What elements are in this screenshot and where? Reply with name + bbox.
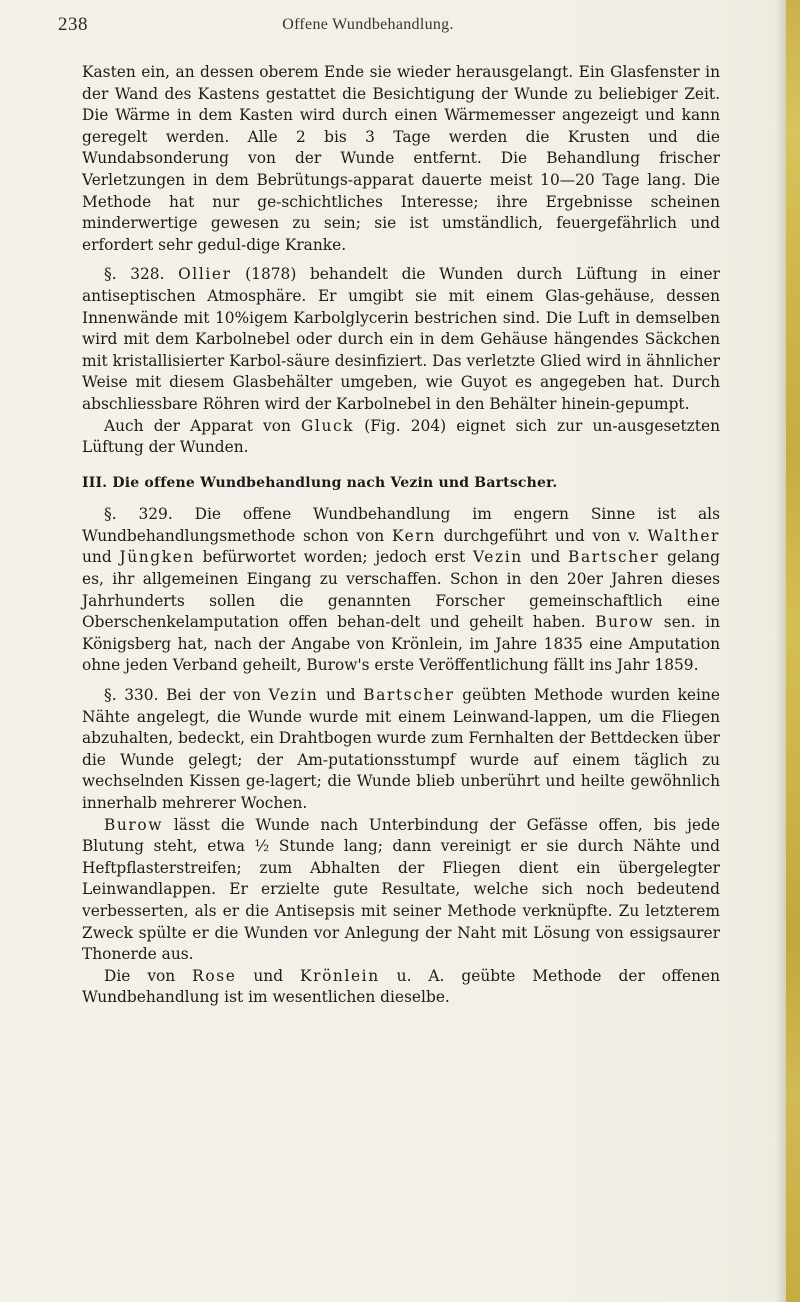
paragraph-text: sen. in Königsberg hat, nach der Angabe von Krönlein, im Jahre 1835 eine Amputation ohne jeden Verband geheilt, Burow's erste Veröffentlichung fällt ins Jahr 1859. [82,613,720,675]
author-name: Krönlein [300,966,380,985]
paragraph-text: Auch der Apparat von [104,416,302,435]
paragraph-text: und [318,686,364,705]
author-name: Kern [391,526,436,545]
author-name: Jüngken [119,548,195,567]
paragraph-329 [82,504,720,677]
paragraph-text: befürwortet worden; jedoch erst [194,548,473,567]
author-name: Bartscher [568,548,660,567]
paragraph-330 [82,685,720,815]
author-name: Burow [595,613,655,632]
paragraph-328 [82,264,720,415]
paragraph-text: u. A. geübte Methode der offenen Wundbehandlung ist im wesentlichen dieselbe. [82,966,721,1007]
author-name: Vezin [473,548,523,567]
paragraph-text: und [522,548,569,567]
section-heading: III. Die offene Wundbehandlung nach Vezin und Bartscher. [82,474,558,491]
paragraph-text: und [236,966,301,985]
page-edge-shadow [776,0,786,1302]
paragraph-text: gelang es, ihr allgemeinen Eingang zu verschaffen. Schon in den 20er Jahren dieses Jahrhunderts sollen die genannten Forscher gemeinschaftlich eine Oberschenkelamputation offen behan-delt und geheilt haben. [82,548,720,632]
section-number: §. 328. [104,265,179,284]
paragraph-text: §. 329. Die offene Wundbehandlung im engern Sinne ist als Wundbehandlungsmethode schon von [82,505,720,545]
paragraph-text: und [82,548,120,567]
author-name: Burow [104,815,164,834]
paragraph-text: geübten Methode wurden keine Nähte angelegt, die Wunde wurde mit einem Leinwand-lappen, um die Fliegen abzuhalten, bedeckt, ein Drahtbogen wurde zum Fernhalten der Bettdecken über die Wunde gelegt; der Am-putationsstumpf wurde auf einem täglich zu wechselnden Kissen ge-lagert; die Wunde blieb unberührt und heilte gewöhnlich innerhalb mehrerer Wochen. [82,686,720,812]
paragraph-text: (1878) behandelt die Wunden durch Lüftung in einer antiseptischen Atmosphäre. Er umgibt sie mit einem Glas-gehäuse, dessen Innenwände mit 10%igem Karbolglycerin bestrichen sind. Die Luft in demselben wird mit dem Karbolnebel oder durch ein in dem Gehäuse hängendes Säckchen mit kristallisierter Karbol-säure desinfiziert. Das verletzte Glied wird in ähnlicher Weise mit diesem Glasbehälter umgeben, wie Guyot es angegeben hat. Durch abschliessbare Röhren wird der Karbolnebel in den Behälter hinein-gepumpt. [82,265,721,413]
author-name: Bartscher [363,686,455,705]
author-name: Gluck [301,416,355,435]
author-name: Vezin [268,686,319,705]
paragraph-text: Die von [104,966,193,985]
paragraph-330-final [82,966,720,1009]
page-body [82,62,720,1009]
author-name: Ollier [178,265,232,284]
paragraph-text: durchgeführt und von v. [435,526,648,545]
paragraph-text: lässt die Wunde nach Unterbindung der Gefässe offen, bis jede Blutung steht, etwa ½ Stunde lang; dann vereinigt er sie durch Nähte und Heftpflasterstreifen; zum Abhalten der Fliegen dient ein übergelegter Leinwandlappen. Er erzielte gute Resultate, welche sich noch bedeutend verbesserten, als er die Antisepsis mit seiner Methode verknüpfte. Zu letzterem Zweck spülte er die Wunden vor Anlegung der Naht mit Lösung von essigsaurer Thonerde aus. [82,815,720,964]
paragraph-328-continued [82,416,720,459]
paragraph-continued: Kasten ein, an dessen oberem Ende sie wieder herausgelangt. Ein Glasfenster in der Wand des Kastens gestattet die Besichtigung der Wunde zu beliebiger Zeit. Die Wärme in dem Kasten wird durch einen Wärmemesser angezeigt und kann geregelt werden. Alle 2 bis 3 Tage werden die Krusten und die Wundabsonderung von der Wunde entfernt. Die Behandlung frischer Verletzungen in dem Bebrütungs-apparat dauerte meist 10—20 Tage lang. Die Methode hat nur ge-schichtliches Interesse; ihre Ergebnisse scheinen minderwertige gewesen zu sein; sie ist umständlich, feuergefährlich und erfordert sehr gedul-dige Kranke. [82,63,720,254]
running-head: Offene Wundbehandlung. [282,16,454,33]
author-name: Rose [192,966,237,985]
page-number: 238 [58,14,88,35]
paragraph-text: §. 330. Bei der von [104,686,269,705]
paragraph-330-burow [82,815,720,966]
page-header [58,14,758,44]
author-name: Walther [647,526,720,545]
paragraph-text: (Fig. 204) eignet sich zur un-ausgesetzten Lüftung der Wunden. [82,416,720,457]
page-edge-strip [786,0,800,1302]
